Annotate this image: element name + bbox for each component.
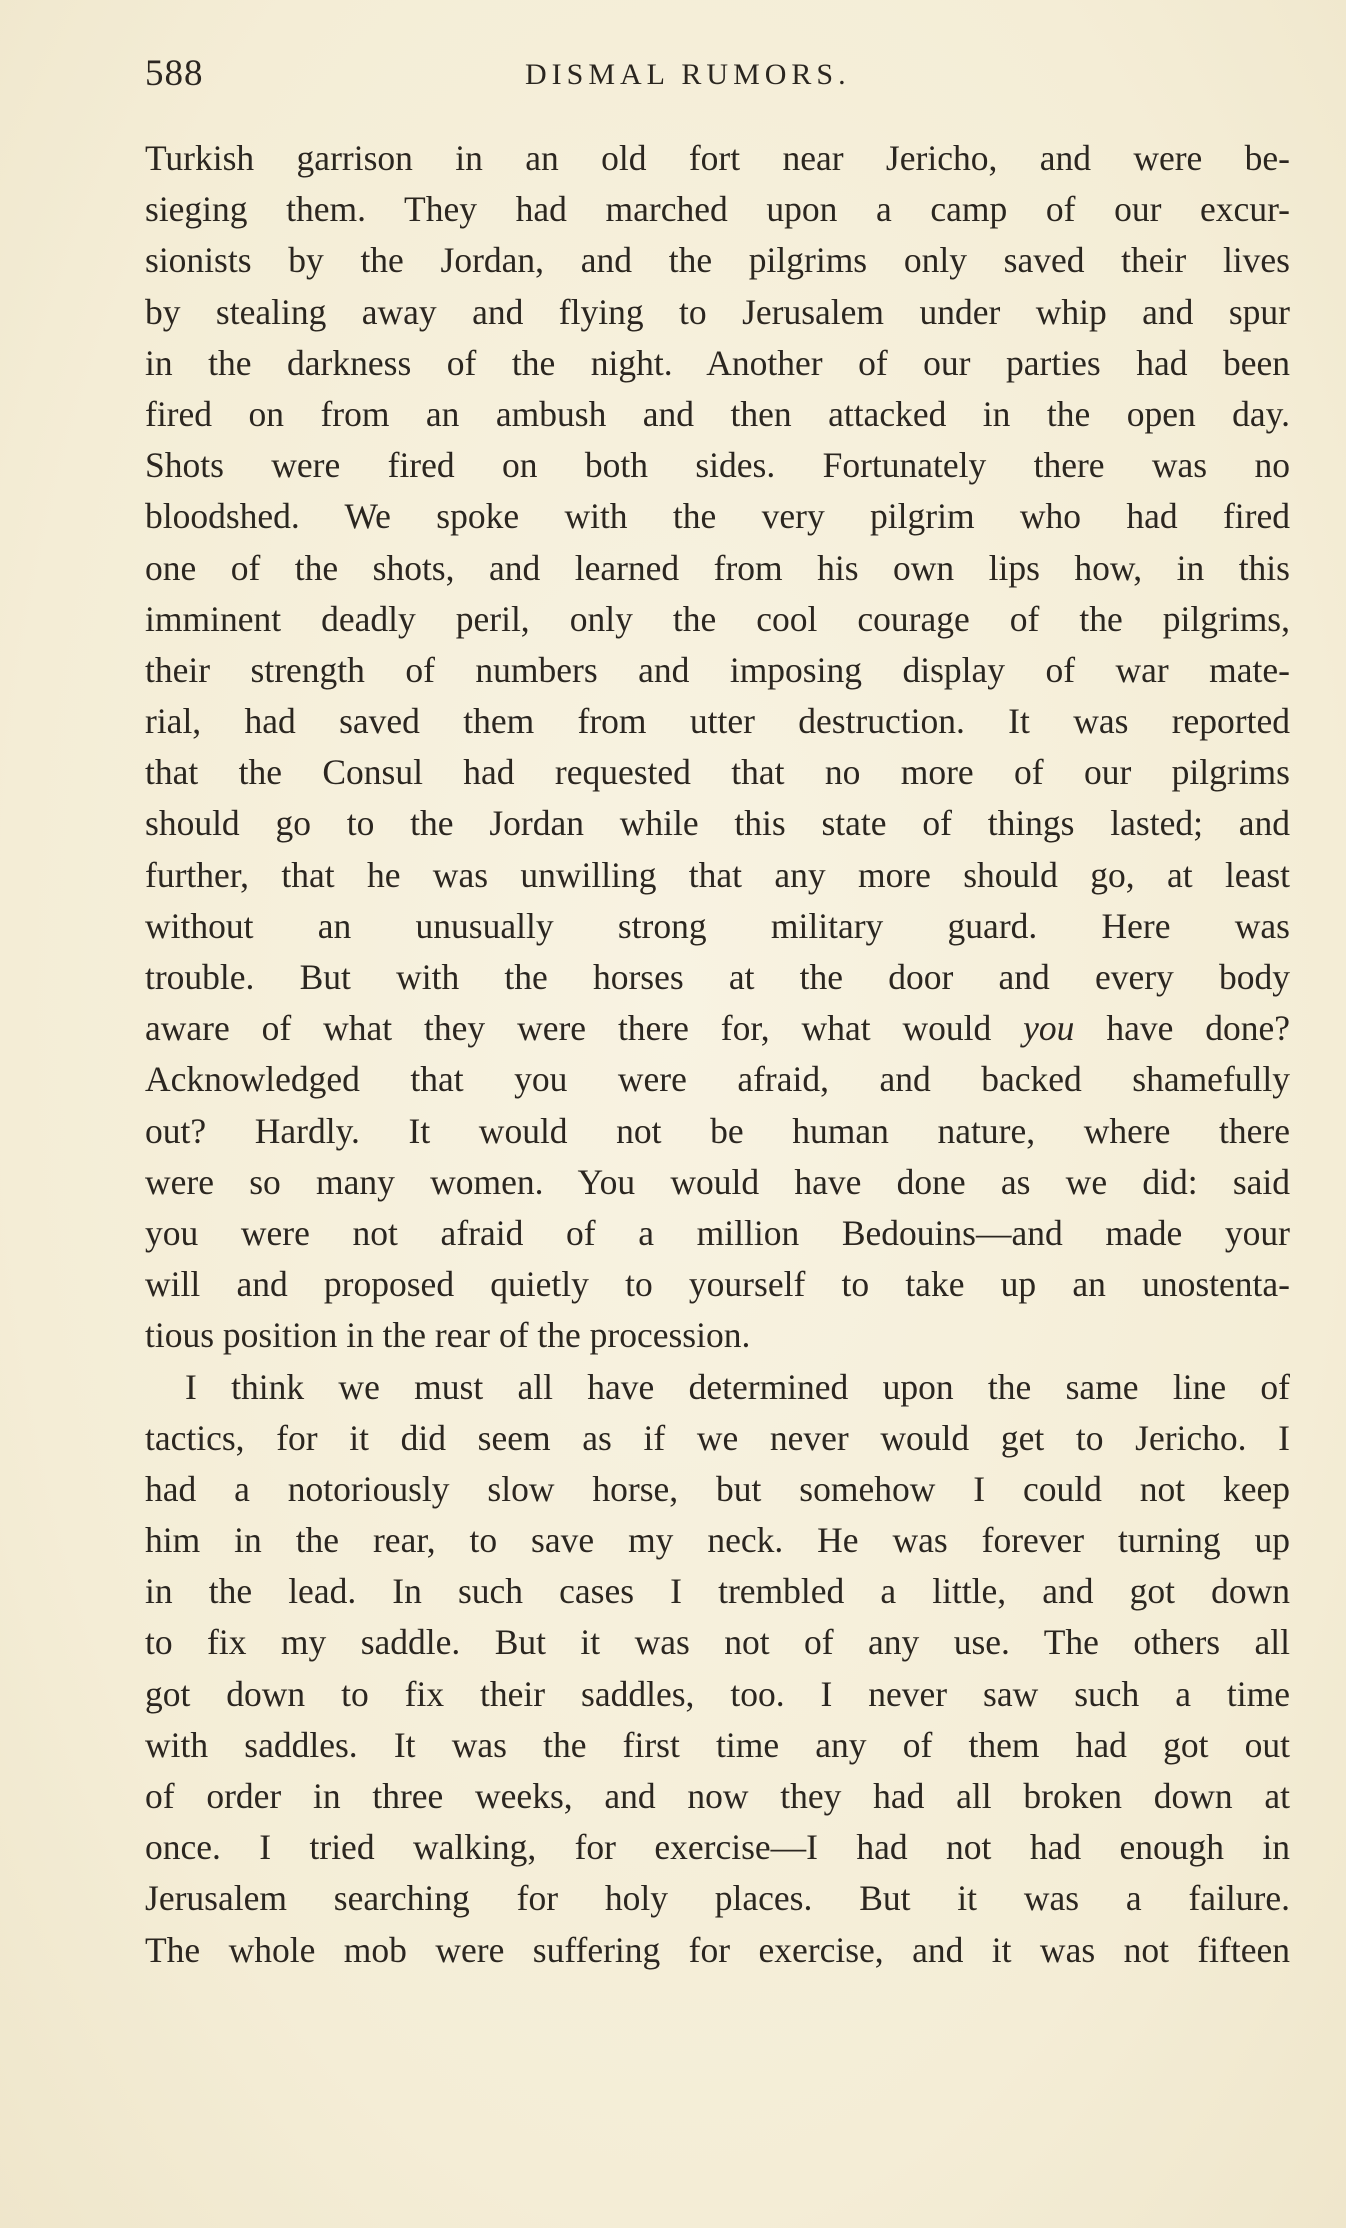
text-line-with-italic: [145, 1003, 1290, 1054]
text-line: Jerusalem searching for holy places. But it was a failure.: [145, 1878, 1290, 1919]
text-line: of order in three weeks, and now they had all broken down at: [145, 1776, 1290, 1816]
text-line: that the Consul had requested that no more of our pilgrims: [145, 752, 1290, 793]
text-line: fired on from an ambush and then attacked in the open day.: [145, 393, 1290, 434]
text-line: Acknowledged that you were afraid, and backed shamefully: [145, 1059, 1290, 1100]
text-line: imminent deadly peril, only the cool courage of the pilgrims,: [145, 598, 1290, 639]
text-line: bloodshed. We spoke with the very pilgrim who had fired: [145, 496, 1290, 537]
text-line: with saddles. It was the first time any of them had got out: [145, 1724, 1290, 1765]
text-line: you were not afraid of a million Bedouins—and made your: [145, 1212, 1290, 1253]
text-line: their strength of numbers and imposing display of war mate-: [145, 649, 1290, 690]
italic-word: you: [1023, 1008, 1075, 1049]
text-segment: aware of what they were there for, what would: [145, 1008, 1024, 1049]
text-line: to fix my saddle. But it was not of any use. The others all: [145, 1622, 1290, 1663]
text-segment: have done?: [1074, 1008, 1291, 1049]
paragraph-start-line: I think we must all have determined upon the same line of: [185, 1366, 1290, 1407]
text-line: sieging them. They had marched upon a camp of our excur-: [145, 189, 1290, 230]
text-line: should go to the Jordan while this state of things lasted; and: [145, 803, 1290, 844]
text-line: Shots were fired on both sides. Fortunately there was no: [145, 445, 1290, 486]
text-line: Turkish garrison in an old fort near Jericho, and were be-: [145, 138, 1290, 178]
text-line: one of the shots, and learned from his own lips how, in this: [145, 547, 1290, 588]
text-line: trouble. But with the horses at the door and every body: [145, 957, 1290, 997]
body-text: [145, 133, 1290, 1976]
text-line: by stealing away and flying to Jerusalem under whip and spur: [145, 291, 1290, 332]
text-line: will and proposed quietly to yourself to take up an unostenta-: [145, 1264, 1290, 1305]
text-line: sionists by the Jordan, and the pilgrims only saved their lives: [145, 240, 1290, 281]
text-line: without an unusually strong military guard. Here was: [145, 905, 1290, 946]
text-line: in the darkness of the night. Another of our parties had been: [145, 342, 1290, 383]
page-header: [145, 52, 1290, 108]
running-head: DISMAL RUMORS.: [525, 58, 851, 91]
text-line: were so many women. You would have done as we did: said: [145, 1161, 1290, 1202]
text-line: got down to fix their saddles, too. I never saw such a time: [145, 1673, 1290, 1714]
text-line: out? Hardly. It would not be human nature, where there: [145, 1110, 1290, 1151]
text-line: further, that he was unwilling that any more should go, at least: [145, 854, 1290, 895]
text-line: had a notoriously slow horse, but somehow I could not keep: [145, 1468, 1290, 1509]
text-line: once. I tried walking, for exercise—I had not had enough in: [145, 1827, 1290, 1868]
text-line: rial, had saved them from utter destruction. It was reported: [145, 701, 1290, 742]
text-line: The whole mob were suffering for exercise, and it was not fifteen: [145, 1929, 1290, 1970]
text-line: tactics, for it did seem as if we never would get to Jericho. I: [145, 1417, 1290, 1458]
page-number: 588: [145, 53, 204, 94]
text-line: him in the rear, to save my neck. He was forever turning up: [145, 1520, 1290, 1561]
text-line: in the lead. In such cases I trembled a little, and got down: [145, 1571, 1290, 1612]
paragraph-end-line: tious position in the rear of the procession.: [145, 1315, 751, 1356]
